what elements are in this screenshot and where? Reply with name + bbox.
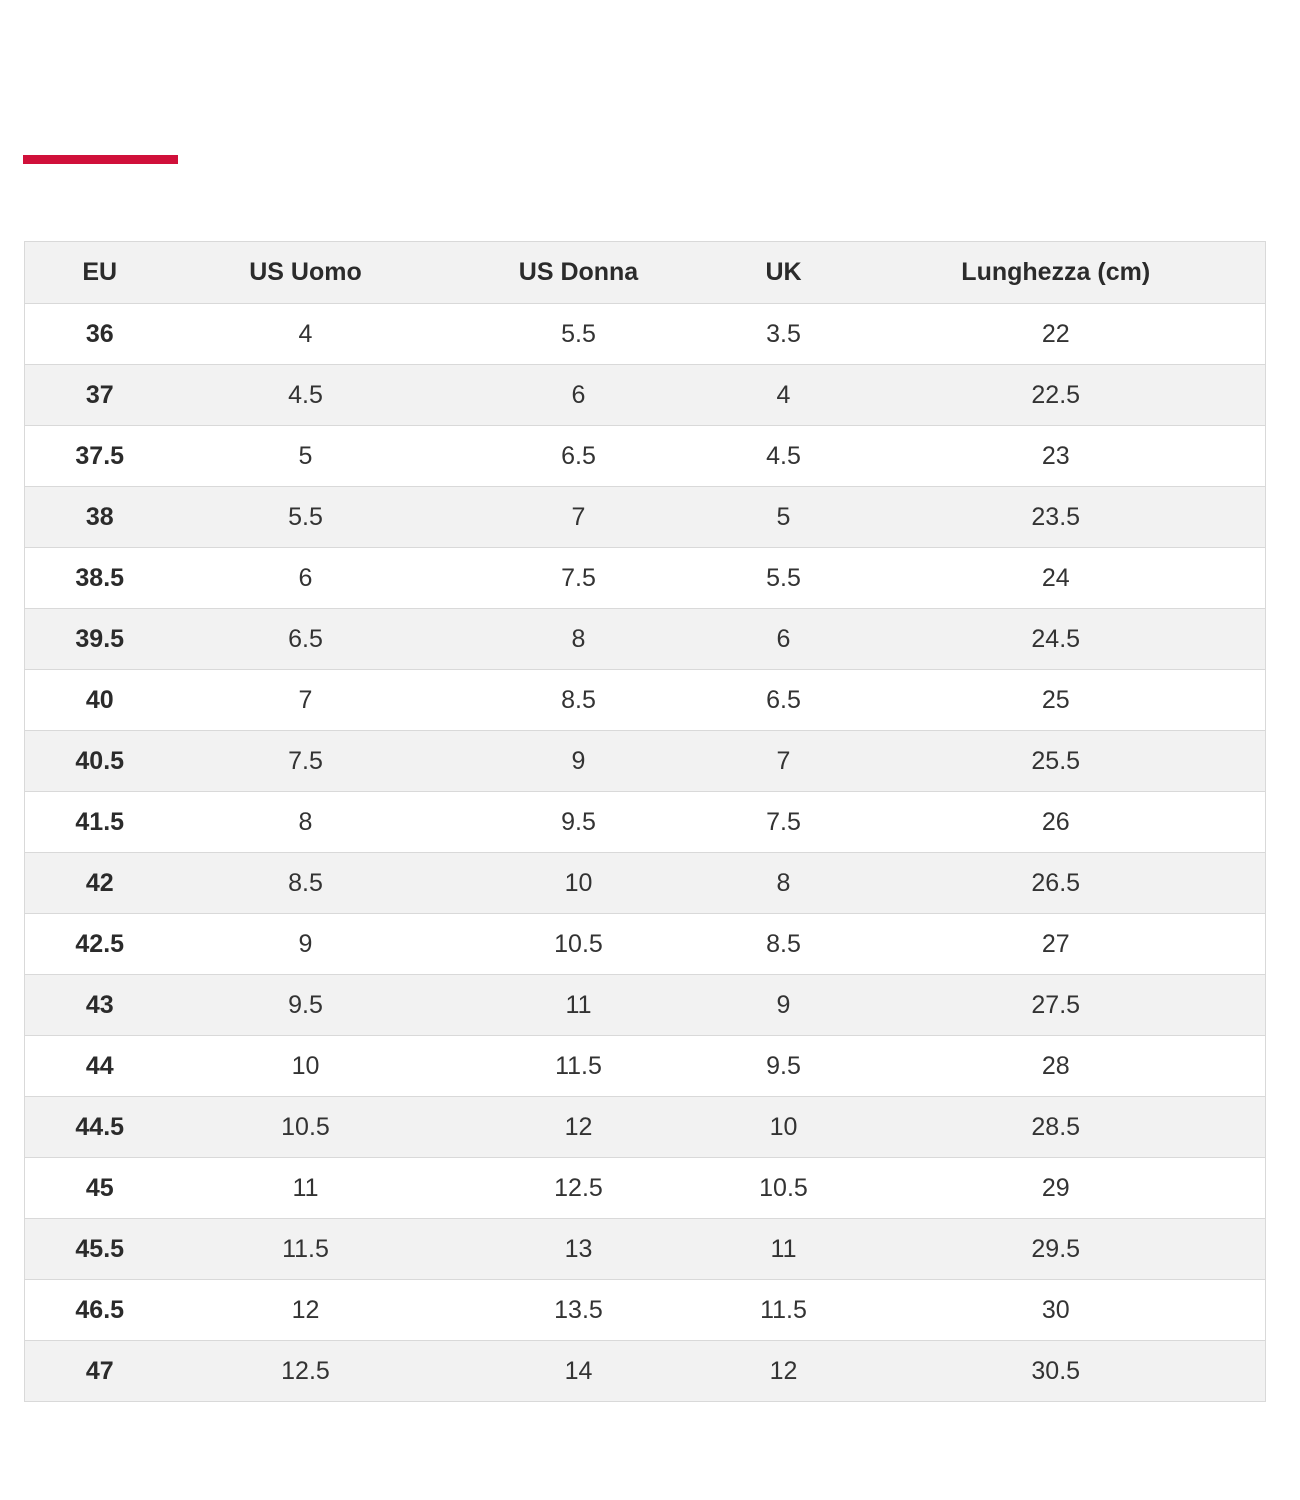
table-row <box>25 609 1266 670</box>
cell-uk: 11.5 <box>721 1280 847 1341</box>
cell-eu: 37.5 <box>25 426 175 487</box>
cell-us-uomo: 6 <box>175 548 437 609</box>
cell-us-uomo: 9 <box>175 914 437 975</box>
cell-eu: 40 <box>25 670 175 731</box>
cell-uk: 5 <box>721 487 847 548</box>
cell-us-donna: 11.5 <box>437 1036 721 1097</box>
cell-uk: 10.5 <box>721 1158 847 1219</box>
cell-uk: 4 <box>721 365 847 426</box>
cell-eu: 38 <box>25 487 175 548</box>
cell-uk: 3.5 <box>721 304 847 365</box>
cell-uk: 12 <box>721 1341 847 1402</box>
table-row <box>25 1158 1266 1219</box>
accent-bar <box>23 155 178 164</box>
cell-us-donna: 7.5 <box>437 548 721 609</box>
cell-us-donna: 7 <box>437 487 721 548</box>
cell-lunghezza: 24.5 <box>847 609 1266 670</box>
cell-lunghezza: 26 <box>847 792 1266 853</box>
table-row <box>25 426 1266 487</box>
table-row <box>25 304 1266 365</box>
cell-lunghezza: 25 <box>847 670 1266 731</box>
cell-uk: 4.5 <box>721 426 847 487</box>
table-row <box>25 792 1266 853</box>
cell-lunghezza: 29.5 <box>847 1219 1266 1280</box>
cell-uk: 9.5 <box>721 1036 847 1097</box>
cell-eu: 38.5 <box>25 548 175 609</box>
cell-us-uomo: 5 <box>175 426 437 487</box>
cell-lunghezza: 30 <box>847 1280 1266 1341</box>
cell-uk: 8 <box>721 853 847 914</box>
table-row <box>25 670 1266 731</box>
cell-us-donna: 8.5 <box>437 670 721 731</box>
table-row <box>25 975 1266 1036</box>
header-eu: EU <box>25 242 175 304</box>
cell-us-uomo: 6.5 <box>175 609 437 670</box>
cell-lunghezza: 28.5 <box>847 1097 1266 1158</box>
table-row <box>25 1219 1266 1280</box>
cell-eu: 40.5 <box>25 731 175 792</box>
cell-eu: 45.5 <box>25 1219 175 1280</box>
cell-us-donna: 10 <box>437 853 721 914</box>
cell-us-donna: 9 <box>437 731 721 792</box>
cell-lunghezza: 22.5 <box>847 365 1266 426</box>
cell-us-donna: 10.5 <box>437 914 721 975</box>
cell-eu: 46.5 <box>25 1280 175 1341</box>
table-row <box>25 914 1266 975</box>
cell-lunghezza: 23 <box>847 426 1266 487</box>
cell-us-uomo: 7.5 <box>175 731 437 792</box>
cell-lunghezza: 28 <box>847 1036 1266 1097</box>
cell-us-uomo: 8 <box>175 792 437 853</box>
cell-us-donna: 5.5 <box>437 304 721 365</box>
cell-lunghezza: 25.5 <box>847 731 1266 792</box>
cell-lunghezza: 26.5 <box>847 853 1266 914</box>
cell-us-uomo: 11.5 <box>175 1219 437 1280</box>
cell-eu: 39.5 <box>25 609 175 670</box>
cell-eu: 42.5 <box>25 914 175 975</box>
cell-us-uomo: 12.5 <box>175 1341 437 1402</box>
table-row <box>25 1341 1266 1402</box>
cell-uk: 7 <box>721 731 847 792</box>
cell-uk: 7.5 <box>721 792 847 853</box>
cell-us-uomo: 8.5 <box>175 853 437 914</box>
cell-uk: 6 <box>721 609 847 670</box>
cell-us-donna: 9.5 <box>437 792 721 853</box>
cell-us-donna: 6.5 <box>437 426 721 487</box>
cell-us-uomo: 10 <box>175 1036 437 1097</box>
cell-uk: 8.5 <box>721 914 847 975</box>
table-row <box>25 853 1266 914</box>
cell-eu: 47 <box>25 1341 175 1402</box>
cell-eu: 45 <box>25 1158 175 1219</box>
cell-uk: 5.5 <box>721 548 847 609</box>
cell-us-donna: 12.5 <box>437 1158 721 1219</box>
cell-us-donna: 14 <box>437 1341 721 1402</box>
table-row <box>25 731 1266 792</box>
cell-lunghezza: 30.5 <box>847 1341 1266 1402</box>
cell-lunghezza: 27 <box>847 914 1266 975</box>
cell-us-uomo: 9.5 <box>175 975 437 1036</box>
cell-eu: 36 <box>25 304 175 365</box>
table-row <box>25 487 1266 548</box>
table-body <box>25 304 1266 1402</box>
cell-us-donna: 11 <box>437 975 721 1036</box>
cell-us-uomo: 10.5 <box>175 1097 437 1158</box>
cell-eu: 37 <box>25 365 175 426</box>
table-row <box>25 1036 1266 1097</box>
cell-us-donna: 8 <box>437 609 721 670</box>
size-table-viewport[interactable] <box>24 241 1265 1385</box>
header-us-uomo: US Uomo <box>175 242 437 304</box>
cell-lunghezza: 23.5 <box>847 487 1266 548</box>
cell-uk: 6.5 <box>721 670 847 731</box>
cell-uk: 10 <box>721 1097 847 1158</box>
size-chart-table <box>24 241 1266 1402</box>
cell-lunghezza: 24 <box>847 548 1266 609</box>
cell-us-uomo: 7 <box>175 670 437 731</box>
cell-us-donna: 12 <box>437 1097 721 1158</box>
cell-us-donna: 13.5 <box>437 1280 721 1341</box>
cell-us-uomo: 4.5 <box>175 365 437 426</box>
cell-us-uomo: 4 <box>175 304 437 365</box>
header-uk: UK <box>721 242 847 304</box>
table-row <box>25 548 1266 609</box>
cell-eu: 43 <box>25 975 175 1036</box>
table-header-row <box>25 242 1266 304</box>
cell-lunghezza: 29 <box>847 1158 1266 1219</box>
cell-eu: 44.5 <box>25 1097 175 1158</box>
header-us-donna: US Donna <box>437 242 721 304</box>
cell-lunghezza: 27.5 <box>847 975 1266 1036</box>
cell-us-uomo: 11 <box>175 1158 437 1219</box>
cell-uk: 11 <box>721 1219 847 1280</box>
cell-eu: 42 <box>25 853 175 914</box>
cell-uk: 9 <box>721 975 847 1036</box>
cell-us-uomo: 12 <box>175 1280 437 1341</box>
table-row <box>25 1280 1266 1341</box>
table-row <box>25 1097 1266 1158</box>
cell-eu: 41.5 <box>25 792 175 853</box>
cell-us-donna: 13 <box>437 1219 721 1280</box>
table-row <box>25 365 1266 426</box>
cell-lunghezza: 22 <box>847 304 1266 365</box>
cell-eu: 44 <box>25 1036 175 1097</box>
cell-us-donna: 6 <box>437 365 721 426</box>
cell-us-uomo: 5.5 <box>175 487 437 548</box>
header-lunghezza: Lunghezza (cm) <box>847 242 1266 304</box>
